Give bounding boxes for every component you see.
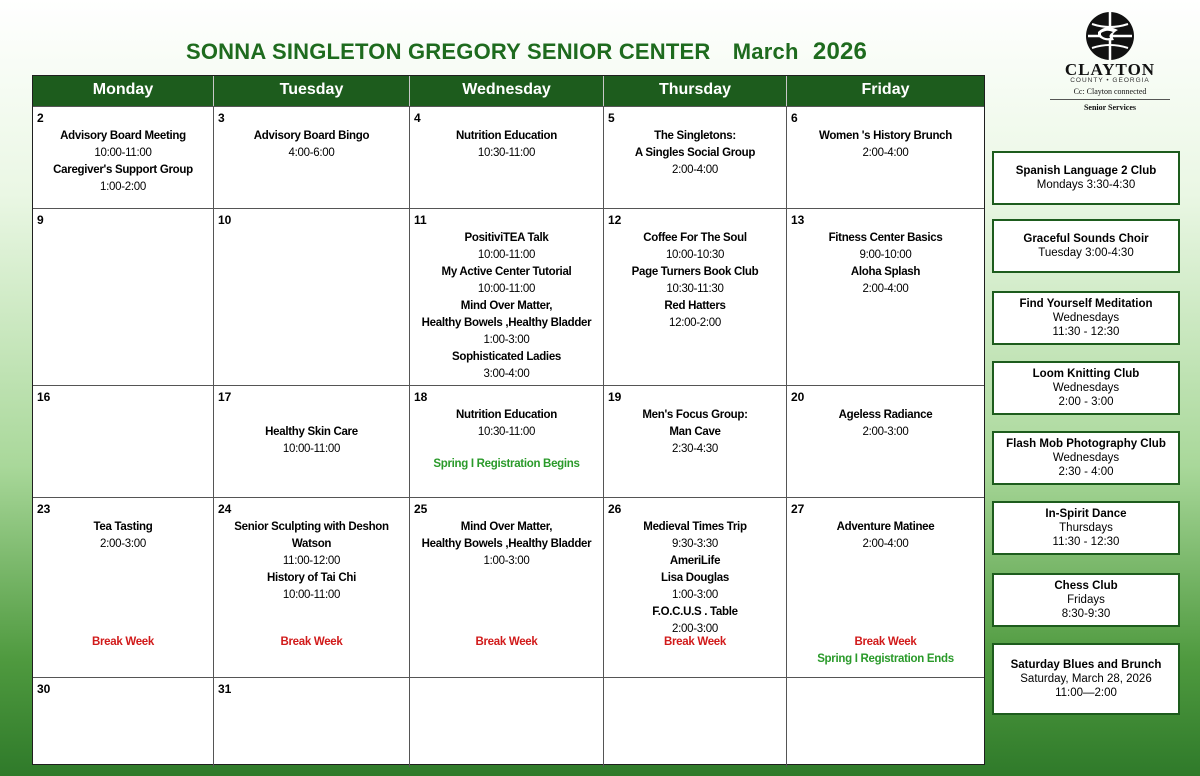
event-time: 10:30-11:30 (666, 283, 724, 295)
logo-subtitle: COUNTY • GEORGIA (1070, 77, 1150, 84)
event-time: 1:00-3:00 (672, 589, 718, 601)
event-time: 2:00-4:00 (672, 164, 718, 176)
event-name: Medieval Times Trip (643, 521, 747, 533)
day-cell (604, 386, 787, 497)
club-schedule: 2:00 - 3:00 (1058, 396, 1114, 408)
month-label: March (732, 39, 799, 64)
event-name: PositiviTEA Talk (464, 232, 549, 244)
registration-note: Spring I Registration Ends (817, 653, 954, 665)
day-number: 13 (791, 213, 805, 227)
event-name: Healthy Bowels ,Healthy Bladder (421, 538, 592, 550)
weekday-thursday: Thursday (604, 76, 787, 106)
club-name: In-Spirit Dance (1045, 508, 1127, 520)
day-cell (214, 678, 410, 767)
logo-service: Senior Services (1083, 103, 1137, 112)
event-name: Senior Sculpting with Deshon Watson (234, 521, 389, 550)
day-cell (604, 678, 787, 767)
day-number: 16 (37, 390, 51, 404)
event-name: Tea Tasting (93, 521, 153, 533)
event-name: Adventure Matinee (836, 521, 935, 533)
day-number: 3 (218, 111, 225, 125)
club-box (992, 151, 1180, 205)
center-name: SONNA SINGLETON GREGORY SENIOR CENTER (186, 39, 711, 64)
club-name: Graceful Sounds Choir (1023, 233, 1149, 245)
club-box (992, 291, 1180, 345)
event-time: 2:00-3:00 (100, 538, 146, 550)
weekday-monday: Monday (33, 76, 214, 106)
event-time: 1:00-3:00 (483, 334, 530, 346)
day-cell (787, 678, 984, 767)
event-name: Women 's History Brunch (818, 130, 952, 142)
club-schedule: 2:30 - 4:00 (1058, 466, 1114, 478)
club-name: Saturday Blues and Brunch (1010, 659, 1162, 671)
day-cell (214, 107, 410, 208)
event-time: 2:00-4:00 (862, 538, 909, 550)
event-list (410, 230, 603, 383)
club-box (992, 501, 1180, 555)
event-name: Page Turners Book Club (631, 266, 759, 278)
event-list (410, 519, 603, 570)
event-name: History of Tai Chi (267, 572, 356, 584)
event-list (787, 519, 984, 553)
day-cell (410, 498, 604, 677)
event-list (604, 128, 786, 179)
club-schedule: Thursdays (1059, 522, 1113, 534)
event-time: 10:00-11:00 (477, 249, 536, 261)
event-name: Healthy Bowels ,Healthy Bladder (421, 317, 592, 329)
event-time: 10:00-11:00 (94, 147, 152, 159)
break-week-note: Break Week (854, 636, 917, 648)
event-time: 1:00-2:00 (100, 181, 146, 193)
event-list (214, 519, 409, 604)
day-cell (410, 107, 604, 208)
logo-brand: CLAYTON (1064, 60, 1156, 79)
page-title (186, 38, 867, 66)
day-number: 12 (608, 213, 622, 227)
day-number: 30 (37, 682, 51, 696)
event-time: 2:00-4:00 (862, 147, 909, 159)
event-list (410, 407, 603, 441)
event-name: F.O.C.U.S . Table (652, 606, 738, 618)
club-schedule: Tuesday 3:00-4:30 (1038, 247, 1134, 259)
day-number: 26 (608, 502, 622, 516)
event-list (604, 407, 786, 458)
day-cell (410, 678, 604, 767)
event-time: 9:30-3:30 (672, 538, 718, 550)
day-number: 25 (414, 502, 428, 516)
event-name: Aloha Splash (850, 266, 921, 278)
event-list (33, 519, 213, 553)
event-name: Ageless Radiance (838, 409, 933, 421)
clayton-globe-icon (1084, 10, 1136, 62)
event-list (214, 128, 409, 162)
event-time: 12:00-2:00 (669, 317, 721, 329)
club-schedule: Fridays (1067, 594, 1105, 606)
event-time: 2:00-3:00 (672, 623, 718, 635)
day-number: 17 (218, 390, 232, 404)
break-week-note: Break Week (280, 636, 343, 648)
event-name: Man Cave (669, 426, 721, 438)
club-schedule: Wednesdays (1052, 312, 1120, 324)
event-time: 10:00-11:00 (477, 283, 536, 295)
day-number: 2 (37, 111, 44, 125)
event-name: Coffee For The Soul (643, 232, 747, 244)
event-time: 3:00-4:00 (483, 368, 530, 380)
day-number: 23 (37, 502, 51, 516)
weekday-tuesday: Tuesday (214, 76, 410, 106)
club-schedule: Wednesdays (1052, 382, 1120, 394)
event-list (604, 230, 786, 332)
club-name: Loom Knitting Club (1032, 368, 1140, 380)
club-name: Find Yourself Meditation (1019, 298, 1153, 310)
event-time: 2:00-3:00 (862, 426, 909, 438)
registration-note: Spring I Registration Begins (433, 458, 580, 470)
club-box (992, 573, 1180, 627)
day-cell (214, 498, 410, 677)
event-list (787, 230, 984, 298)
day-cell (787, 386, 984, 497)
day-number: 31 (218, 682, 232, 696)
event-name: Sophisticated Ladies (451, 351, 562, 363)
calendar-grid (32, 75, 985, 765)
day-cell (33, 386, 214, 497)
clayton-logo (1040, 10, 1180, 112)
day-cell (787, 107, 984, 208)
club-schedule: Wednesdays (1052, 452, 1120, 464)
event-time: 4:00-6:00 (288, 147, 335, 159)
event-list (214, 407, 409, 458)
break-week-note: Break Week (664, 636, 726, 648)
day-number: 6 (791, 111, 798, 125)
day-cell (787, 209, 984, 385)
event-time: 10:00-11:00 (282, 589, 341, 601)
club-schedule: Mondays 3:30-4:30 (1036, 179, 1136, 191)
event-name: Mind Over Matter, (460, 300, 553, 312)
day-cell (33, 209, 214, 385)
event-name: The Singletons: (654, 130, 736, 142)
event-name: My Active Center Tutorial (441, 266, 572, 278)
club-box (992, 361, 1180, 415)
day-number: 18 (414, 390, 428, 404)
weekday-wednesday: Wednesday (410, 76, 604, 106)
day-cell (604, 498, 787, 677)
event-name (214, 407, 409, 424)
event-list (787, 128, 984, 162)
club-name: Flash Mob Photography Club (1006, 438, 1166, 450)
event-name: Advisory Board Meeting (60, 130, 186, 142)
week-row (33, 385, 984, 497)
break-week-note: Break Week (475, 636, 538, 648)
event-list (787, 407, 984, 441)
day-number: 9 (37, 213, 44, 227)
week-row (33, 208, 984, 385)
week-row (33, 106, 984, 208)
week-row (33, 497, 984, 677)
event-name: Nutrition Education (456, 130, 557, 142)
event-name: Nutrition Education (456, 409, 557, 421)
event-time: 2:00-4:00 (862, 283, 909, 295)
week-row (33, 677, 984, 767)
event-time: 10:30-11:00 (477, 426, 536, 438)
event-time: 9:00-10:00 (859, 249, 912, 261)
event-name: AmeriLife (669, 555, 721, 567)
club-schedule: 11:00—2:00 (1055, 687, 1117, 699)
day-number: 20 (791, 390, 805, 404)
day-number: 27 (791, 502, 805, 516)
day-number: 4 (414, 111, 421, 125)
day-cell (410, 386, 604, 497)
event-time: 1:00-3:00 (483, 555, 530, 567)
club-schedule: Saturday, March 28, 2026 (1020, 673, 1152, 685)
day-cell (410, 209, 604, 385)
event-name: Caregiver's Support Group (53, 164, 193, 176)
club-box (992, 219, 1180, 273)
club-box (992, 431, 1180, 485)
event-time: 10:00-10:30 (665, 249, 725, 261)
event-time: 10:00-11:00 (282, 443, 341, 455)
event-name: Fitness Center Basics (828, 232, 943, 244)
event-name: Mind Over Matter, (460, 521, 553, 533)
event-name: A Singles Social Group (634, 147, 756, 159)
day-cell (604, 209, 787, 385)
event-list (604, 519, 786, 638)
event-name: Men's Focus Group: (642, 409, 748, 421)
club-schedule: 11:30 - 12:30 (1052, 326, 1120, 338)
club-box (992, 643, 1180, 715)
club-name: Spanish Language 2 Club (1015, 165, 1157, 177)
day-number: 11 (414, 213, 427, 227)
break-week-note: Break Week (92, 636, 154, 648)
event-list (410, 128, 603, 162)
event-time: 2:30-4:30 (672, 443, 718, 455)
day-number: 10 (218, 213, 232, 227)
weekday-friday: Friday (861, 81, 910, 98)
day-cell (214, 209, 410, 385)
logo-tagline: Cc: Clayton connected (1050, 87, 1170, 100)
event-name: Healthy Skin Care (265, 426, 358, 438)
day-number: 5 (608, 111, 615, 125)
day-cell (787, 498, 984, 677)
day-cell (33, 498, 214, 677)
event-name: Lisa Douglas (661, 572, 729, 584)
day-number: 19 (608, 390, 622, 404)
event-name: Advisory Board Bingo (253, 130, 370, 142)
day-cell (33, 678, 214, 767)
day-cell (33, 107, 214, 208)
day-cell (214, 386, 410, 497)
club-name: Chess Club (1054, 580, 1118, 592)
event-time: 11:00-12:00 (282, 555, 341, 567)
club-schedule: 11:30 - 12:30 (1052, 536, 1120, 548)
weekday-header (33, 76, 984, 106)
event-list (33, 128, 213, 196)
day-number: 24 (218, 502, 232, 516)
event-name: Red Hatters (664, 300, 726, 312)
event-time: 10:30-11:00 (477, 147, 536, 159)
year-label: 2026 (812, 38, 868, 65)
day-cell (604, 107, 787, 208)
club-schedule: 8:30-9:30 (1061, 608, 1111, 620)
